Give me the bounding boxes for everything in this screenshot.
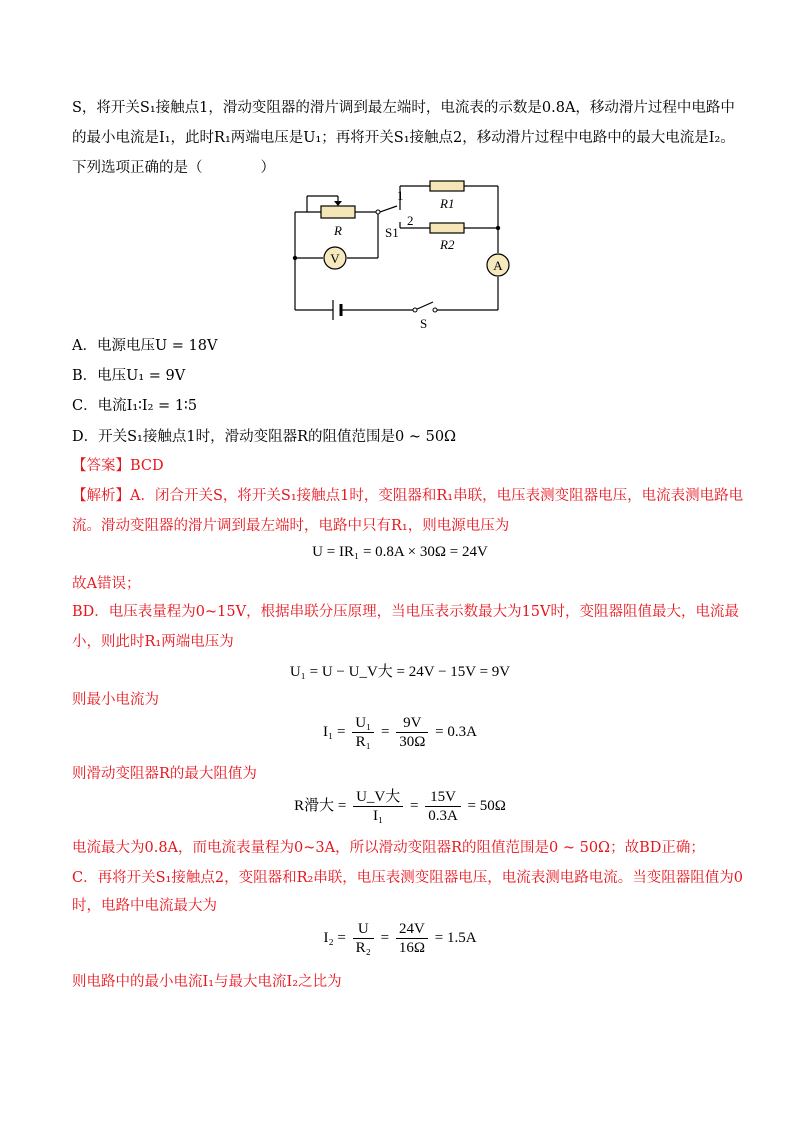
option-d: D．开关S₁接触点1时，滑动变阻器R的阻值范围是0 ~ 50Ω [72, 429, 457, 445]
eq5-lhs: I₂ = [323, 929, 346, 946]
option-a: A．电源电压U = 18V [72, 338, 218, 354]
r2-label: R2 [440, 237, 455, 252]
question-line-1: S，将开关S₁接触点1，滑动变阻器的滑片调到最左端时，电流表的示数是0.8A，移动滑片过程中电路中 [72, 100, 735, 116]
eq3-lhs: I₁ = [323, 723, 346, 740]
analysis-p7b: 时，电路中电流最大为 [72, 898, 217, 914]
equation-3: I₁ = $\frac{\text{U₁}}{\text{R₁}}$ = $\frac{9V}{30\Omega}$ = 0.3A [323, 715, 477, 750]
eq5-rhs: = 1.5A [434, 929, 477, 946]
circuit-diagram [285, 180, 525, 330]
ammeter-label: A [493, 258, 503, 273]
equation-4: R滑大 = $\frac{\text{U\_V大}}{\text{I₁}}$ = $\frac{15V}{0.3A}$ = 50Ω [294, 789, 506, 824]
analysis-p5: 则滑动变阻器R的最大阻值为 [72, 766, 257, 782]
question-line-2: 的最小电流是I₁，此时R₁两端电压是U₁；再将开关S₁接触点2，移动滑片过程中电路中的最大电流是I₂。 [72, 130, 735, 146]
analysis-p8: 则电路中的最小电流I₁与最大电流I₂之比为 [72, 974, 342, 990]
s1-label: S1 [385, 225, 399, 240]
option-b: B．电压U₁ = 9V [72, 368, 186, 384]
eq3-frac-1: $\frac{\text{U₁}}{\text{R₁}}$ [352, 714, 374, 751]
answer: 【答案】BCD [72, 458, 164, 474]
analysis-p6: 电流最大为0.8A，而电流表量程为0~3A，所以滑动变阻器R的阻值范围是0 ~ 50Ω；故BD正确； [72, 840, 705, 856]
eq4-frac-2: $\frac{15V}{0.3A}$ [425, 788, 461, 825]
eq3-rhs: = 0.3A [435, 723, 477, 740]
equation-2: U₁ = U − U_V大 = 24V − 15V = 9V [289, 664, 511, 680]
equation-5: I₂ = $\frac{U}{\text{R₂}}$ = $\frac{24V}{16\Omega}$ = 1.5A [323, 921, 477, 956]
eq5-frac-2: $\frac{24V}{16\Omega}$ [396, 920, 428, 957]
option-c: C．电流I₁∶I₂ = 1∶5 [72, 398, 198, 414]
eq5-frac-1: $\frac{U}{\text{R₂}}$ [353, 920, 374, 957]
r1-label: R1 [440, 196, 455, 211]
analysis-p1a: 【解析】A．闭合开关S，将开关S₁接触点1时，变阻器和R₁串联，电压表测变阻器电压，电流表测电路电 [72, 488, 744, 504]
equation-1: U = IR₁ = 0.8A × 30Ω = 24V [312, 544, 488, 560]
contact-1-label: 1 [397, 188, 404, 203]
analysis-p3b: 小，则此时R₁两端电压为 [72, 634, 234, 650]
analysis-p2: 故A错误； [72, 576, 141, 592]
contact-2-label: 2 [407, 213, 414, 228]
eq3-frac-2: $\frac{9V}{30\Omega}$ [396, 714, 428, 751]
s-label: S [420, 316, 428, 330]
eq4-lhs: R滑大 = [294, 797, 347, 814]
analysis-p3a: BD．电压表量程为0~15V，根据串联分压原理，当电压表示数最大为15V时，变阻器阻值最大，电流最 [72, 604, 739, 620]
analysis-p4: 则最小电流为 [72, 692, 159, 708]
eq4-rhs: = 50Ω [467, 797, 506, 814]
rheostat-label: R [334, 223, 342, 238]
analysis-p7a: C．再将开关S₁接触点2，变阻器和R₂串联，电压表测变阻器电压，电流表测电路电流。当变阻器阻值为0 [72, 870, 744, 886]
question-line-3: 下列选项正确的是（ ） [72, 160, 275, 176]
analysis-p1b: 流。滑动变阻器的滑片调到最左端时，电路中只有R₁，则电源电压为 [72, 518, 510, 534]
voltmeter-label: V [330, 251, 340, 266]
eq4-frac-1: $\frac{\text{U\_V大}}{\text{I₁}}$ [353, 788, 403, 825]
